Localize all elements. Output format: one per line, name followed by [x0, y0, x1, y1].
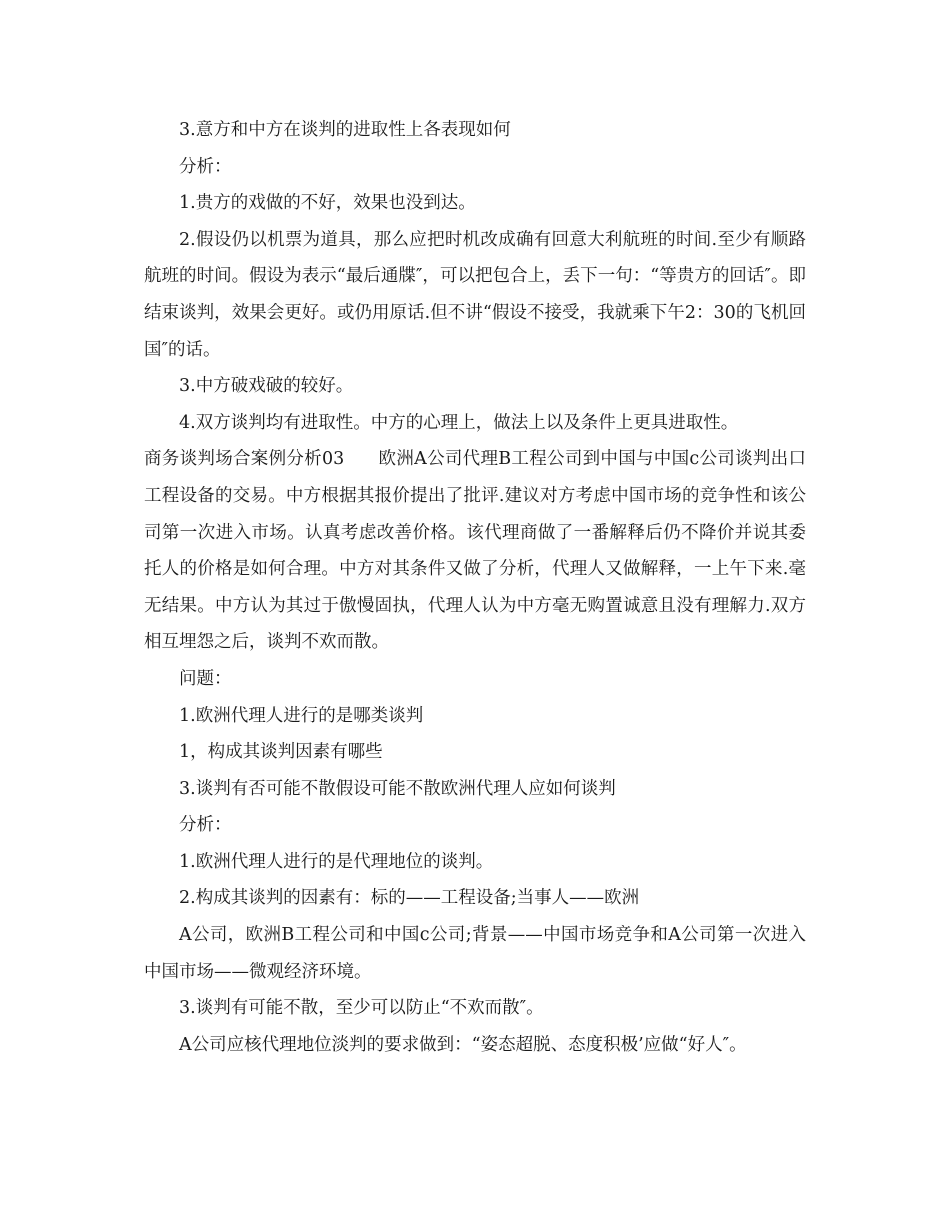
- case-body: 欧洲A公司代理B工程公司到中国与中国c公司谈判出口工程设备的交易。中方根据其报价提出了批评.建议对方考虑中国市场的竞争性和该公司第一次进入市场。认真考虑改善价格。该代理商做了一番解释后仍不降价并说其委托人的价格是如何合理。中方对其条件又做了分析，代理人又做解释，一上午下来.毫无结果。中方认为其过于傲慢固执，代理人认为中方毫无购置诚意且没有理解力.双方相互埋怨之后，谈判不欢而散。: [144, 449, 806, 653]
- analysis-point-3: 3.中方破戏破的较好。: [179, 376, 354, 397]
- question-3: 3.意方和中方在谈判的进取性上各表现如何: [179, 120, 511, 140]
- question-item-2: 1，构成其谈判因素有哪些: [179, 742, 383, 763]
- answer-item-2: 2.构成其谈判的因素有：标的——工程设备;当事人——欧洲: [179, 888, 640, 909]
- answer-item-1: 1.欧洲代理人进行的是代理地位的谈判。: [179, 851, 494, 872]
- answer-item-3: 3.谈判有可能不散，至少可以防止“不欢而散″。: [179, 998, 544, 1019]
- question-item-3: 3.谈判有否可能不散假设可能不散欧洲代理人应如何谈判: [179, 778, 616, 799]
- question-item-1: 1.欧洲代理人进行的是哪类谈判: [179, 705, 424, 726]
- case-paragraph: [144, 441, 806, 661]
- analysis-point-1: 1.贵方的戏做的不好，效果也没到达。: [179, 193, 476, 214]
- analysis-section-1: [144, 112, 806, 441]
- case-heading: 商务谈判场合案例分析03: [144, 449, 345, 470]
- analysis-heading-2: 分析：: [179, 815, 232, 836]
- analysis-section-2: [144, 661, 806, 1064]
- answer-item-2-continued: A公司，欧洲B工程公司和中国c公司;背景——中国市场竞争和A公司第一次进入中国市场——微观经济环境。: [144, 925, 806, 982]
- analysis-point-4: 4.双方谈判均有进取性。中方的心理上，做法上以及条件上更具进取性。: [179, 412, 739, 433]
- questions-heading: 问题：: [179, 668, 232, 689]
- answer-item-4: A公司应核代理地位淡判的要求做到：“姿态超脱、态度积极’应做“好人″。: [179, 1034, 747, 1055]
- analysis-point-2: 2.假设仍以机票为道具，那么应把时机改成确有回意大利航班的时间.至少有顺路航班的时间。假设为表示“最后通牒″，可以把包合上，丢下一句：“等贵方的回话″。即结束谈判，效果会更好。或仍用原话.但不讲“假设不接受，我就乘下午2：30的飞机回国″的话。: [144, 229, 806, 360]
- analysis-heading: 分析：: [179, 156, 232, 177]
- document-page: [144, 112, 806, 1063]
